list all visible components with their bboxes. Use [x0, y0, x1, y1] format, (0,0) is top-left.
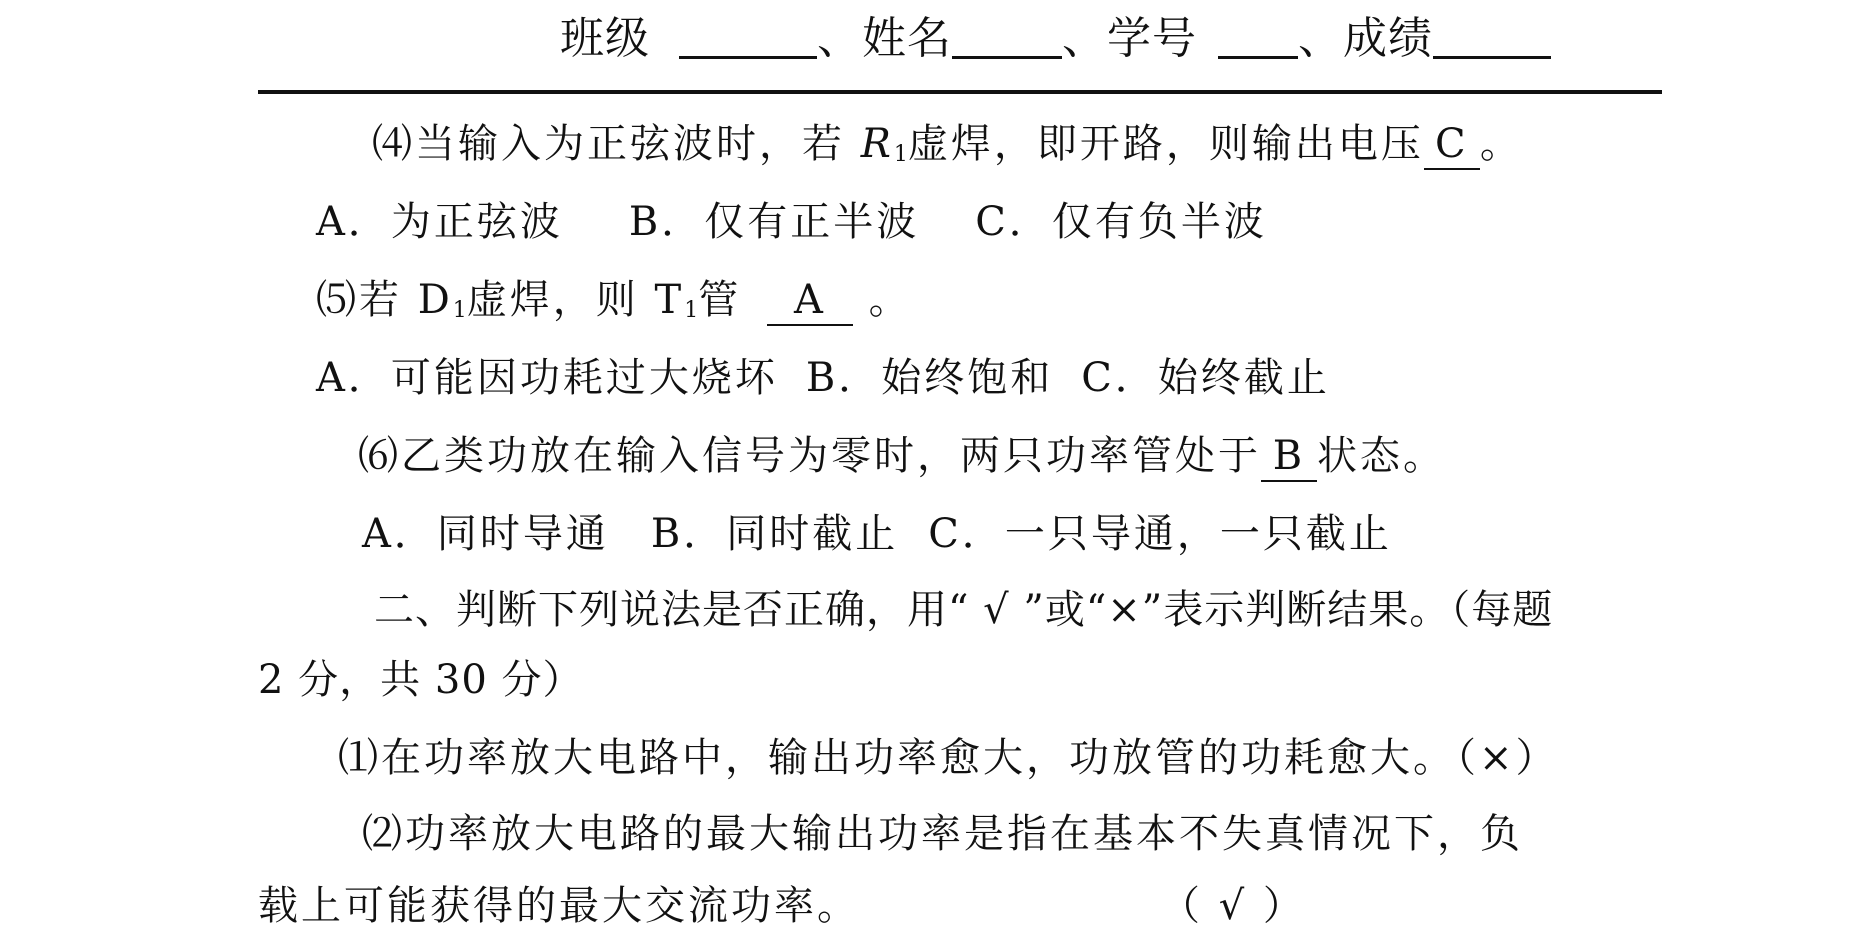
question-4 — [372, 120, 1523, 170]
tf-question-2-cont — [258, 882, 1306, 930]
section-2-line2: 2 分，共 30 分） — [258, 657, 584, 703]
section-2-heading-cont — [258, 656, 584, 704]
q6-suffix: 状态。 — [1317, 433, 1446, 479]
q6-option-b: B．同时截止 — [650, 511, 899, 557]
tf2-mark: （ √ ） — [1160, 883, 1306, 929]
q4-r-sub: 1 — [893, 142, 908, 167]
name-blank[interactable] — [952, 16, 1062, 59]
tf-question-2 — [362, 810, 1523, 858]
q4-suffix: 。 — [1479, 121, 1523, 167]
tf-question-1 — [338, 734, 1559, 782]
q5-prefix: ⑸若 D — [316, 277, 453, 323]
id-label: 、学号 — [1062, 13, 1197, 64]
q5-option-a: A．可能因功耗过大烧坏 — [316, 355, 778, 401]
tf2-line2: 载上可能获得的最大交流功率。 — [258, 883, 860, 929]
score-blank[interactable] — [1433, 16, 1551, 59]
class-label: 班级 — [560, 13, 650, 64]
q4-r-symbol: R — [860, 121, 894, 167]
q5-option-c: C．始终截止 — [1081, 355, 1330, 401]
q5-d-sub: 1 — [452, 298, 467, 323]
q6-option-a: A．同时导通 — [362, 511, 609, 557]
section-2-heading — [374, 586, 1553, 634]
q6-prefix: ⑹乙类功放在输入信号为零时，两只功率管处于 — [358, 433, 1261, 479]
q5-answer: A — [767, 276, 853, 326]
q4-option-c: C．仅有负半波 — [975, 199, 1267, 245]
q5-suffix: 。 — [868, 277, 912, 323]
q5-middle2: 管 — [698, 277, 742, 323]
name-label: 、姓名 — [817, 13, 952, 64]
section-2-line1: 二、判断下列说法是否正确，用“ √ ”或“×”表示判断结果。（每题 — [374, 587, 1554, 633]
question-6-options — [362, 510, 1392, 558]
question-5 — [316, 276, 912, 326]
q4-option-a: A．为正弦波 — [316, 199, 563, 245]
q4-option-b: B．仅有正半波 — [628, 199, 920, 245]
q4-answer: C — [1424, 120, 1480, 170]
question-6 — [358, 432, 1446, 482]
tf1-text: ⑴在功率放大电路中，输出功率愈大，功放管的功耗愈大。（×） — [338, 735, 1559, 781]
score-label: 、成绩 — [1298, 13, 1433, 64]
q4-middle: 虚焊，即开路，则输出电压 — [907, 121, 1424, 167]
q4-prefix: ⑷当输入为正弦波时，若 — [372, 121, 845, 167]
question-5-options — [316, 354, 1330, 402]
q6-option-c: C．一只导通，一只截止 — [928, 511, 1392, 557]
question-4-options — [316, 198, 1267, 246]
q6-answer: B — [1261, 432, 1317, 482]
tf2-line1: ⑵功率放大电路的最大输出功率是指在基本不失真情况下，负 — [362, 811, 1523, 857]
class-blank[interactable] — [679, 16, 817, 59]
q5-middle: 虚焊，则 T — [466, 277, 685, 323]
header-divider — [258, 90, 1662, 94]
q5-t-sub: 1 — [684, 298, 699, 323]
id-blank[interactable] — [1218, 16, 1298, 59]
student-info-header — [560, 2, 1551, 66]
q5-option-b: B．始终饱和 — [805, 355, 1054, 401]
